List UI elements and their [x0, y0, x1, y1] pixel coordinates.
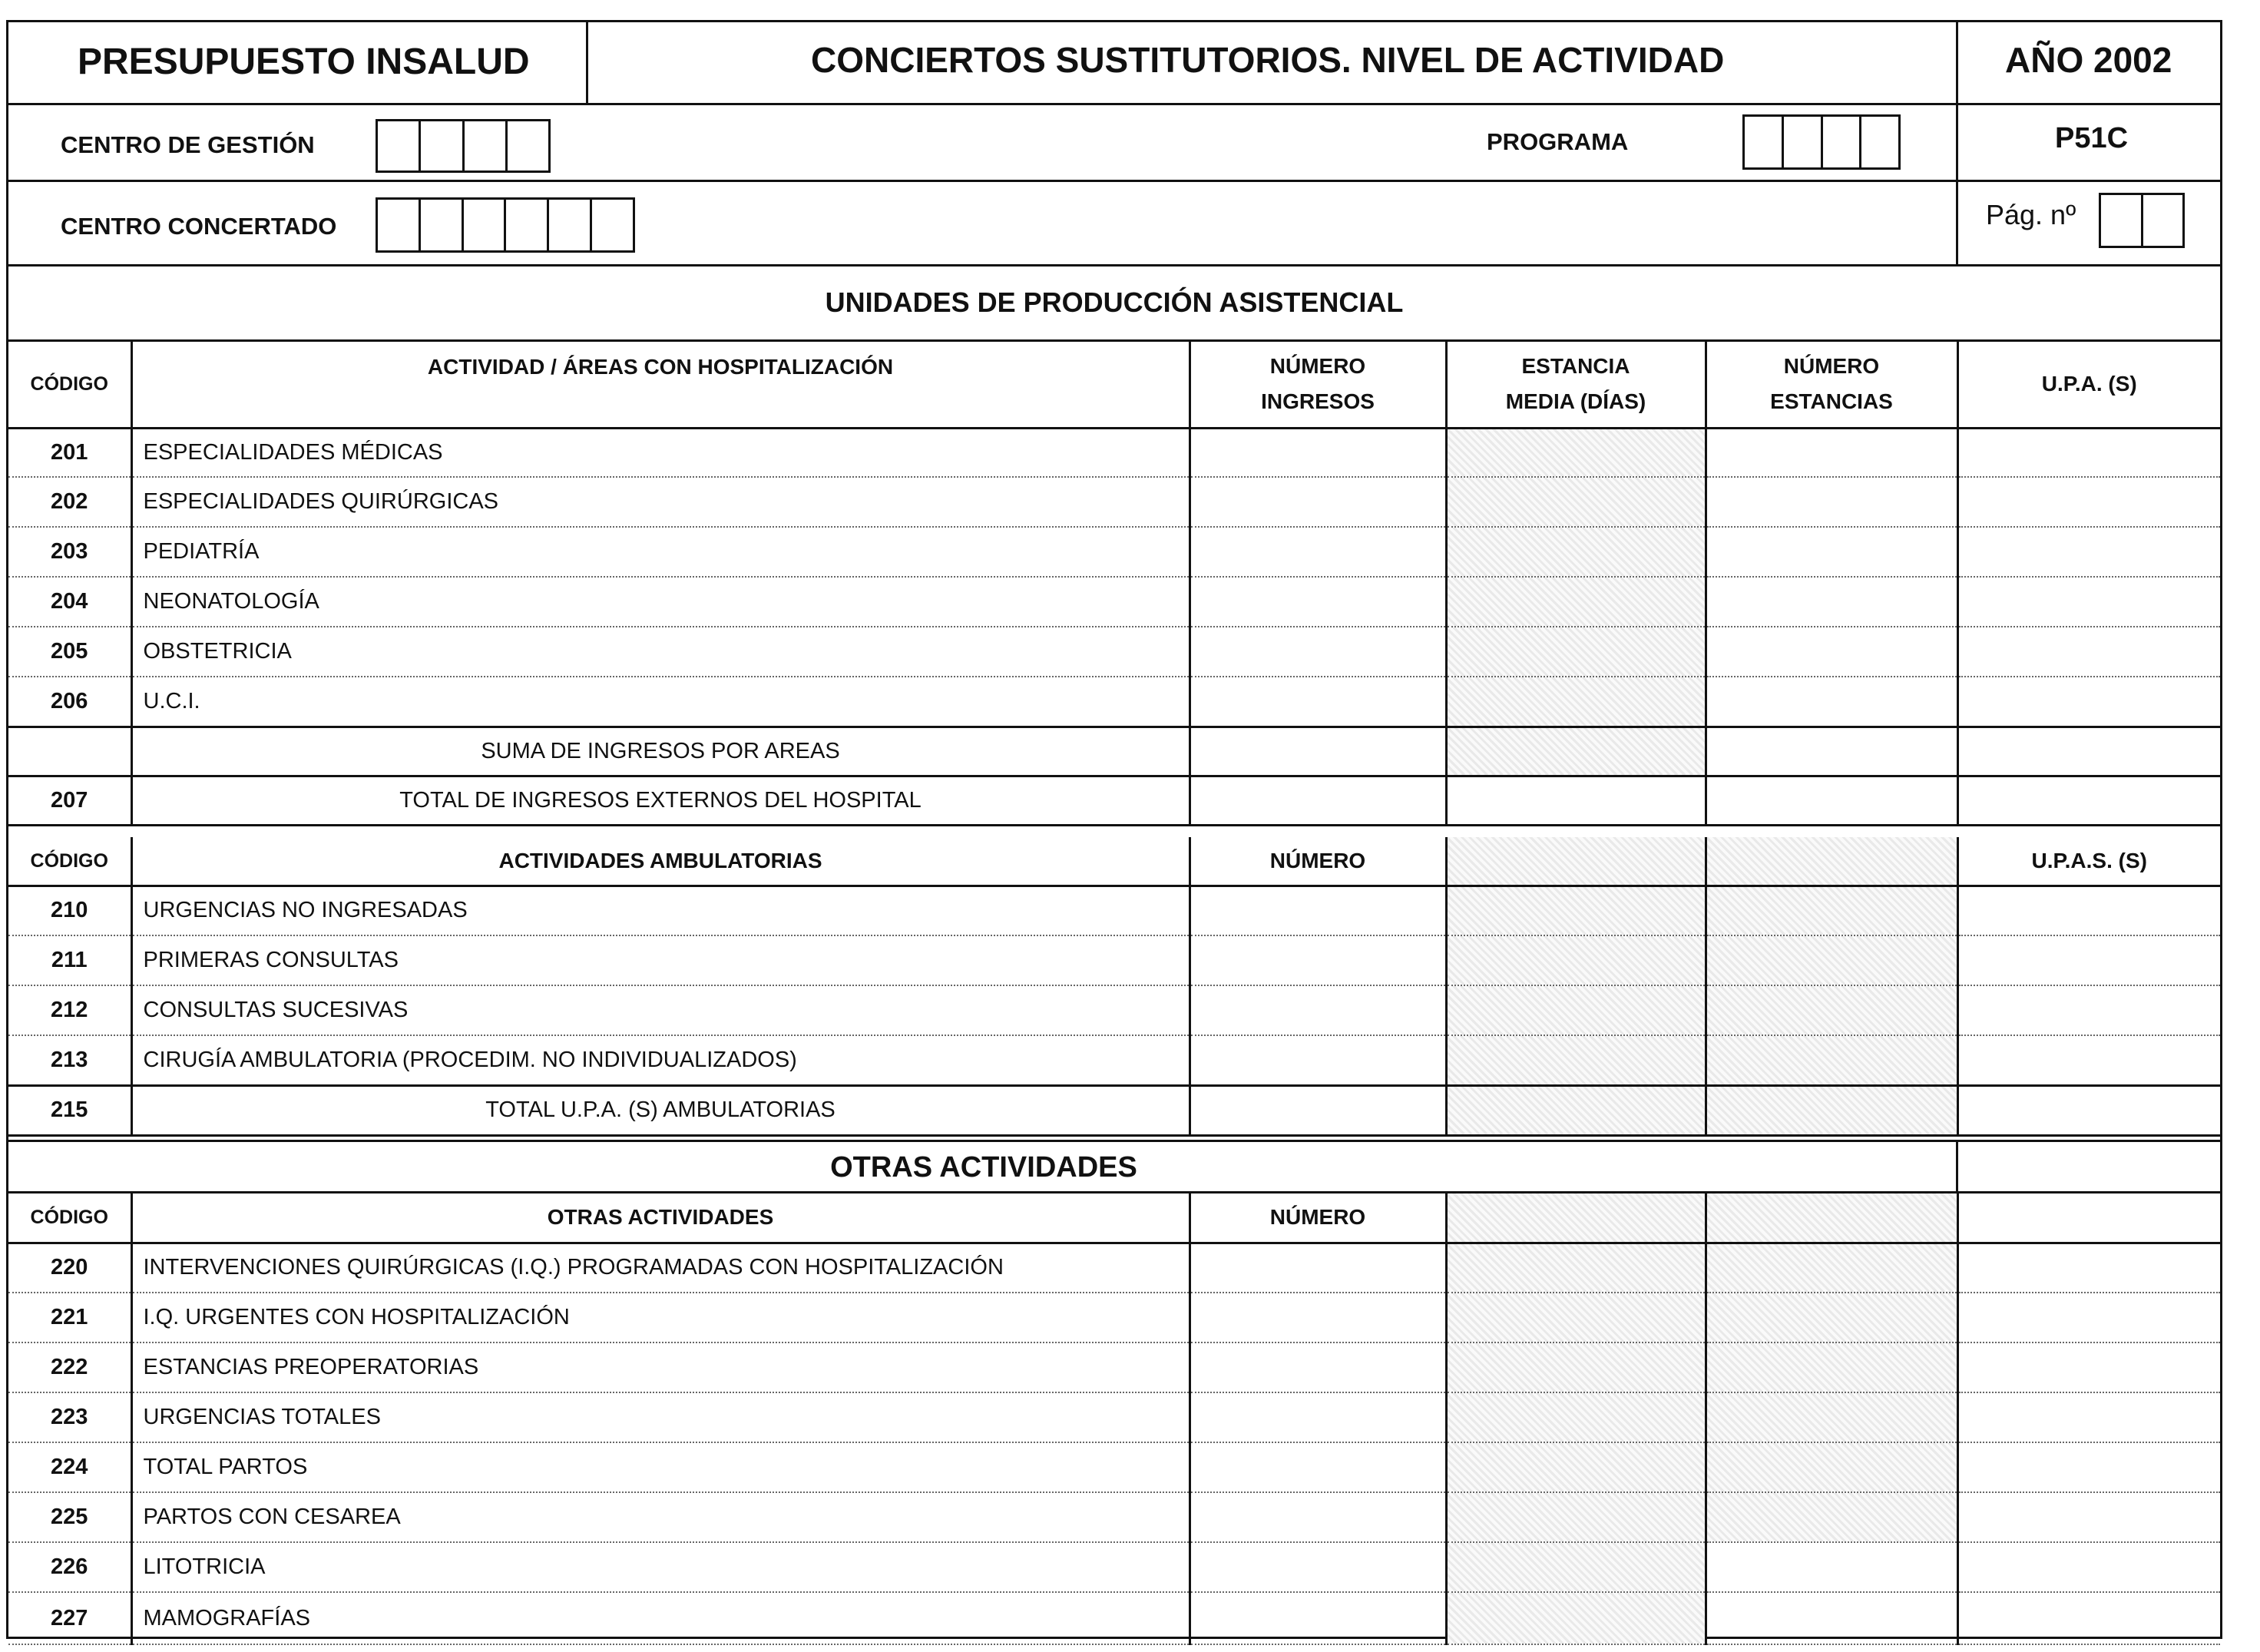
centro-gestion-input[interactable]	[376, 119, 551, 173]
year-title: AÑO 2002	[2005, 40, 2172, 80]
header-upa: U.P.A. (S)	[2041, 372, 2137, 396]
cell-input[interactable]	[1957, 527, 2220, 577]
header-actividad: ACTIVIDADES AMBULATORIAS	[131, 837, 1190, 886]
programa-label: PROGRAMA	[1487, 128, 1629, 155]
table-row: 223 URGENCIAS TOTALES	[8, 1392, 2220, 1442]
cell-input[interactable]	[1190, 428, 1446, 477]
table-row: 201 ESPECIALIDADES MÉDICAS	[8, 428, 2220, 477]
section3-title: OTRAS ACTIVIDADES	[830, 1151, 1137, 1184]
cell-input[interactable]	[1190, 477, 1446, 527]
table-row: 222 ESTANCIAS PREOPERATORIAS	[8, 1342, 2220, 1392]
header-upas: U.P.A.S. (S)	[2031, 848, 2147, 872]
table-row: 203 PEDIATRÍA	[8, 527, 2220, 577]
cell-input[interactable]	[1190, 776, 1446, 825]
cell-input[interactable]	[1957, 727, 2220, 776]
pagina-label: Pág. nº	[1986, 199, 2076, 230]
cell-input[interactable]	[1190, 527, 1446, 577]
cell-input[interactable]	[1190, 677, 1446, 727]
header-numero: NÚMERO	[1190, 837, 1446, 886]
cell-input[interactable]	[1706, 428, 1957, 477]
table-row: 204 NEONATOLOGÍA	[8, 577, 2220, 627]
cell-input[interactable]	[1957, 677, 2220, 727]
header-numero: NÚMERO	[1190, 1193, 1446, 1243]
header-num-estancias: NÚMERO ESTANCIAS	[1706, 342, 1957, 428]
section3-title-band	[8, 1140, 2220, 1193]
section2-table	[8, 837, 2220, 1137]
header-codigo: CÓDIGO	[8, 1193, 131, 1243]
cell-input[interactable]	[1957, 985, 2220, 1035]
table-row: 221 I.Q. URGENTES CON HOSPITALIZACIÓN	[8, 1293, 2220, 1342]
cell-input[interactable]	[1190, 1542, 1446, 1592]
centro-concertado-label: CENTRO CONCERTADO	[61, 213, 337, 240]
centro-gestion-band	[8, 105, 2220, 182]
cell-input[interactable]	[1190, 886, 1446, 935]
section1-title-band	[8, 267, 2220, 342]
centro-gestion-label: CENTRO DE GESTIÓN	[61, 131, 315, 158]
cell-input[interactable]	[1957, 477, 2220, 527]
cell-input[interactable]	[1190, 1392, 1446, 1442]
table-row: 226 LITOTRICIA	[8, 1542, 2220, 1592]
table-row: 220 INTERVENCIONES QUIRÚRGICAS (I.Q.) PROGRAMADAS CON HOSPITALIZACIÓN	[8, 1243, 2220, 1293]
cell-input[interactable]	[1190, 1243, 1446, 1293]
section1-table	[8, 342, 2220, 826]
total-row: 215 TOTAL U.P.A. (S) AMBULATORIAS	[8, 1085, 2220, 1135]
cell-input[interactable]	[1706, 677, 1957, 727]
form-code: P51C	[2055, 122, 2129, 154]
header-num-ingresos: NÚMERO INGRESOS	[1190, 342, 1446, 428]
cell-input[interactable]	[1190, 985, 1446, 1035]
section3-table	[8, 1193, 2220, 1645]
cell-input[interactable]	[1190, 1085, 1446, 1135]
form-frame	[6, 20, 2222, 1639]
cell-input[interactable]	[1190, 1592, 1446, 1644]
cell-input[interactable]	[1706, 627, 1957, 677]
programa-input[interactable]	[1742, 114, 1901, 170]
table-row: 206 U.C.I.	[8, 677, 2220, 727]
centro-concertado-band	[8, 182, 2220, 267]
cell-input[interactable]	[1190, 1492, 1446, 1542]
cell-input[interactable]	[1190, 1293, 1446, 1342]
table-row: 211 PRIMERAS CONSULTAS	[8, 935, 2220, 985]
cell-input[interactable]	[1957, 886, 2220, 935]
section1-title: UNIDADES DE PRODUCCIÓN ASISTENCIAL	[825, 286, 1404, 318]
table-row: 213 CIRUGÍA AMBULATORIA (PROCEDIM. NO INDIVIDUALIZADOS)	[8, 1035, 2220, 1085]
cell-input[interactable]	[1190, 1442, 1446, 1492]
cell-input[interactable]	[1706, 527, 1957, 577]
total-row: 207 TOTAL DE INGRESOS EXTERNOS DEL HOSPITAL	[8, 776, 2220, 825]
cell-input[interactable]	[1190, 1342, 1446, 1392]
cell-input[interactable]	[1190, 1035, 1446, 1085]
cell-input[interactable]	[1190, 727, 1446, 776]
total-label: TOTAL DE INGRESOS EXTERNOS DEL HOSPITAL	[131, 776, 1190, 825]
table-row: 225 PARTOS CON CESAREA	[8, 1492, 2220, 1542]
cell-input[interactable]	[1190, 935, 1446, 985]
table-row: 202 ESPECIALIDADES QUIRÚRGICAS	[8, 477, 2220, 527]
cell-input[interactable]	[1190, 577, 1446, 627]
cell-input[interactable]	[1957, 577, 2220, 627]
suma-label: SUMA DE INGRESOS POR AREAS	[131, 727, 1190, 776]
form-title: CONCIERTOS SUSTITUTORIOS. NIVEL DE ACTIVIDAD	[811, 40, 1725, 80]
budget-title: PRESUPUESTO INSALUD	[78, 41, 530, 82]
cell-input[interactable]	[1957, 627, 2220, 677]
cell-input[interactable]	[1706, 577, 1957, 627]
header-codigo: CÓDIGO	[8, 342, 131, 428]
cell-input[interactable]	[1957, 428, 2220, 477]
table-row: 210 URGENCIAS NO INGRESADAS	[8, 886, 2220, 935]
suma-row	[8, 727, 2220, 776]
cell-input[interactable]	[1706, 477, 1957, 527]
header-actividad: OTRAS ACTIVIDADES	[131, 1193, 1190, 1243]
cell-input[interactable]	[1957, 1085, 2220, 1135]
table-row: 205 OBSTETRICIA	[8, 627, 2220, 677]
cell-input[interactable]	[1957, 935, 2220, 985]
cell-input[interactable]	[1957, 1035, 2220, 1085]
table-row: 224 TOTAL PARTOS	[8, 1442, 2220, 1492]
table-row: 212 CONSULTAS SUCESIVAS	[8, 985, 2220, 1035]
total-label: TOTAL U.P.A. (S) AMBULATORIAS	[131, 1085, 1190, 1135]
header-codigo: CÓDIGO	[8, 837, 131, 886]
cell-input[interactable]	[1706, 727, 1957, 776]
header-band	[8, 22, 2220, 105]
header-actividad: ACTIVIDAD / ÁREAS CON HOSPITALIZACIÓN	[131, 342, 1190, 428]
pagina-input[interactable]	[2099, 193, 2185, 248]
table-row: 227 MAMOGRAFÍAS	[8, 1592, 2220, 1644]
cell-input[interactable]	[1190, 627, 1446, 677]
header-estancia-media: ESTANCIA MEDIA (DÍAS)	[1446, 342, 1706, 428]
centro-concertado-input[interactable]	[376, 197, 635, 253]
